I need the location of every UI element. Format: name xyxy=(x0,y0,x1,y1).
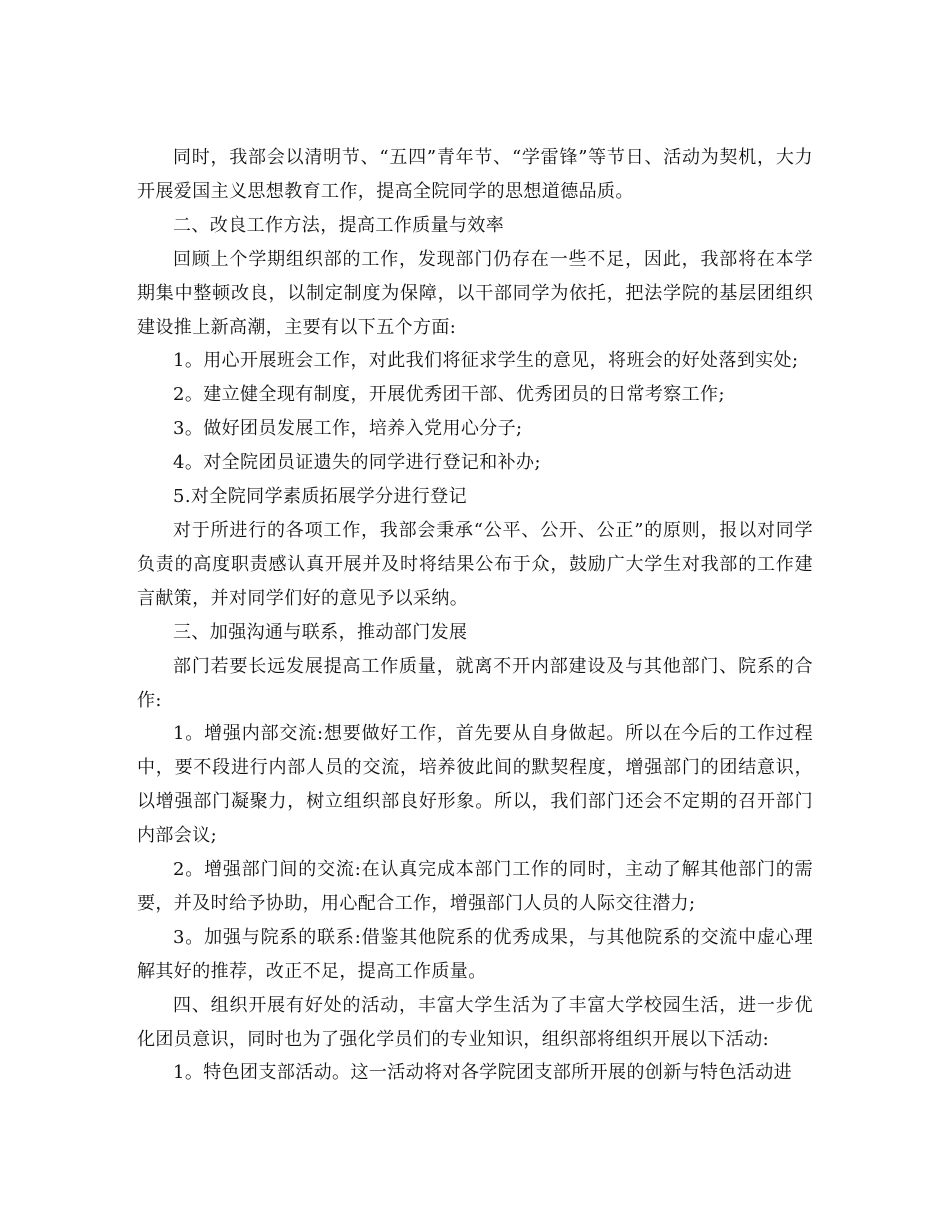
section-heading-4: 四、组织开展有好处的活动，丰富大学生活为了丰富大学校园生活，进一步优化团员意识，同时也为了强化学员们的专业知识，组织部将组织开展以下活动: xyxy=(137,994,813,1050)
section-heading-2: 二、改良工作方法，提高工作质量与效率 xyxy=(173,214,505,236)
list-item: 4。对全院团员证遗失的同学进行登记和补办; xyxy=(173,452,541,474)
paragraph-principles: 对于所进行的各项工作，我部会秉承“公平、公开、公正”的原则，报以对同学负责的高度职责感认真开展并及时将结果公布于众，鼓励广大学生对我部的工作建言献策，并对同学们好的意见予以采纳。 xyxy=(137,519,813,609)
list-item: 1。增强内部交流:想要做好工作，首先要从自身做起。所以在今后的工作过程中，要不段进行内部人员的交流，培养彼此间的默契程度，增强部门的团结意识，以增强部门凝聚力，树立组织部良好形象。所以，我们部门还会不定期的召开部门内部会议; xyxy=(137,723,813,847)
paragraph-review: 回顾上个学期组织部的工作，发现部门仍存在一些不足，因此，我部将在本学期集中整顿改良，以制定制度为保障，以干部同学为依托，把法学院的基层团组织建设推上新高潮，主要有以下五个方面: xyxy=(137,248,813,338)
list-item: 2。增强部门间的交流:在认真完成本部门工作的同时，主动了解其他部门的需要，并及时给予协助，用心配合工作，增强部门人员的人际交往潜力; xyxy=(137,859,813,914)
paragraph-patriotic-education: 同时，我部会以清明节、“五四”青年节、“学雷锋”等节日、活动为契机，大力开展爱国主义思想教育工作，提高全院同学的思想道德品质。 xyxy=(137,147,813,202)
section-heading-3: 三、加强沟通与联系，推动部门发展 xyxy=(173,621,468,643)
list-item: 1。用心开展班会工作，对此我们将征求学生的意见，将班会的好处落到实处; xyxy=(173,350,799,372)
list-item: 3。做好团员发展工作，培养入党用心分子; xyxy=(173,418,523,440)
list-item: 2。建立健全现有制度，开展优秀团干部、优秀团员的日常考察工作; xyxy=(173,384,725,406)
list-item: 1。特色团支部活动。这一活动将对各学院团支部所开展的创新与特色活动进 xyxy=(173,1062,793,1084)
list-item: 3。加强与院系的联系:借鉴其他院系的优秀成果，与其他院系的交流中虚心理解其好的推荐，改正不足，提高工作质量。 xyxy=(137,926,813,982)
list-item: 5.对全院同学素质拓展学分进行登记 xyxy=(173,486,467,508)
paragraph-cooperation: 部门若要长远发展提高工作质量，就离不开内部建设及与其他部门、院系的合作: xyxy=(137,655,813,711)
document-body xyxy=(137,141,813,1090)
